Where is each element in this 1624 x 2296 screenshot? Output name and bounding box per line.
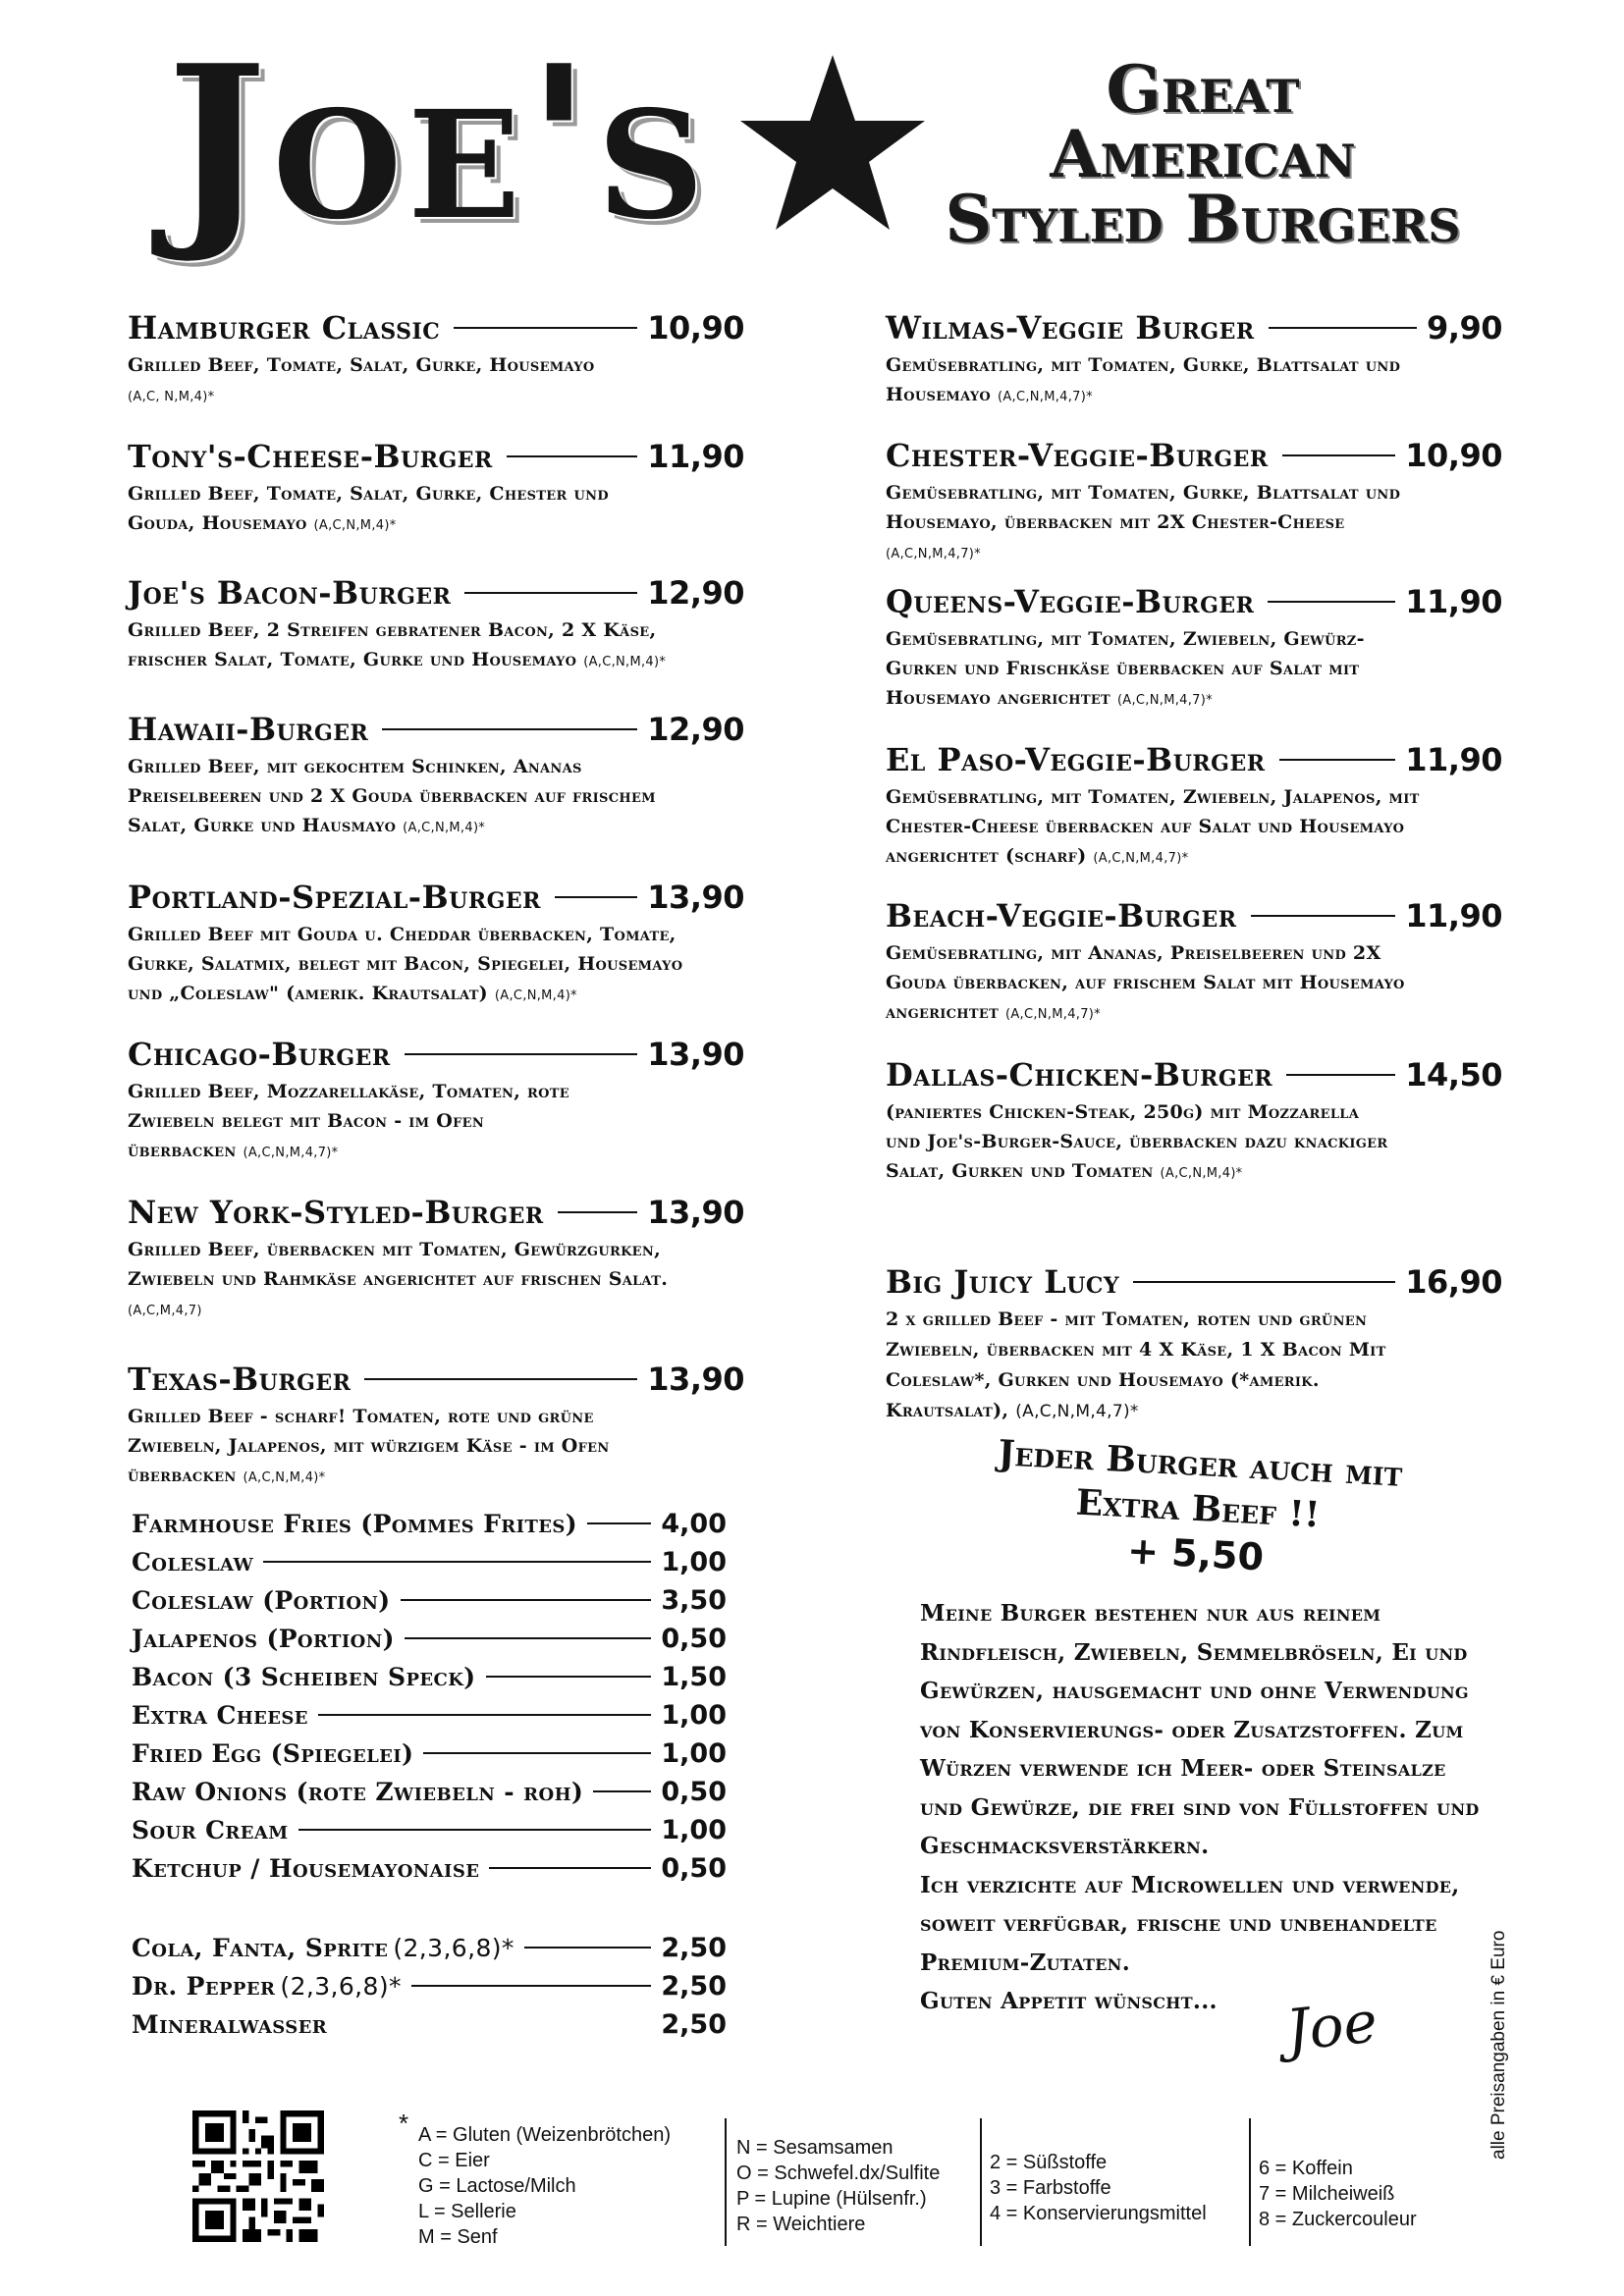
item-name: Big Juicy Lucy	[886, 1263, 1120, 1301]
extra-name: Ketchup / Housemayonaise	[132, 1853, 480, 1883]
item-allergens: (A,C,N,M,4)*	[583, 655, 667, 669]
leader-line	[364, 1378, 637, 1380]
item-allergens: (A,C,N,M,4,7)*	[1004, 1007, 1101, 1022]
drink-codes: (2,3,6,8)*	[280, 1971, 402, 2001]
leader-line	[411, 1985, 651, 1987]
extra-item	[132, 1622, 727, 1655]
extra-price: 1,00	[661, 1699, 727, 1731]
item-description: Grilled Beef, Mozzarellakäse, Tomaten, rote Zwiebeln belegt mit Bacon - im Ofen überbacken	[128, 1081, 569, 1161]
item-allergens: (A,C,N,M,4)*	[494, 988, 577, 1003]
item-allergens: (A,C,N,M,4,7)*	[1116, 693, 1213, 708]
promo-price: + 5,50	[1126, 1528, 1266, 1579]
legend-entry: C = Eier	[418, 2150, 490, 2171]
leader-line	[298, 1829, 652, 1831]
menu-item	[886, 435, 1502, 569]
leader-line	[454, 327, 637, 329]
legend-entry: O = Schwefel.dx/Sulfite	[736, 2163, 941, 2184]
item-name: New York-Styled-Burger	[128, 1194, 544, 1231]
item-price: 14,50	[1405, 1056, 1502, 1094]
item-name: Chicago-Burger	[128, 1036, 391, 1073]
item-name: Hamburger Classic	[128, 309, 441, 347]
menu-item	[886, 1261, 1502, 1427]
leader-line	[1279, 759, 1396, 761]
signature: Joe	[1282, 1988, 1380, 2064]
extra-item	[132, 1507, 727, 1540]
leader-line	[507, 455, 637, 457]
story-paragraph: Meine Burger bestehen nur aus reinem Rindfleisch, Zwiebeln, Semmelbröseln, Ei und Gewürzen, hausgemacht und ohne Verwendung von Konservierungs- oder Zusatzstoffen. Zum Würzen verwende ich Meer- oder Steinsalze und Gewürze, die frei sind von Füllstoffen und Geschmacksverstärkern.	[920, 1600, 1480, 1859]
menu-item	[128, 1192, 744, 1326]
drink-name: Mineralwasser	[132, 2009, 328, 2039]
item-price: 12,90	[647, 574, 744, 612]
item-description: Grilled Beef, überbacken mit Tomaten, Gewürzgurken, Zwiebeln und Rahmkäse angerichtet auf frischen Salat.	[128, 1239, 669, 1290]
menu-item	[886, 581, 1502, 716]
extra-item	[132, 1583, 727, 1617]
extra-item	[132, 1775, 727, 1808]
legend-column	[418, 2122, 671, 2250]
qr-code	[192, 2110, 324, 2242]
item-allergens: (A,C,N,M,4)*	[1160, 1166, 1243, 1181]
legend-entry: 6 = Koffein	[1259, 2158, 1353, 2179]
story-closing: Guten Appetit wünscht...	[920, 1988, 1218, 2014]
leader-line	[593, 1790, 651, 1792]
drink-price: 2,50	[661, 1970, 727, 2002]
item-price: 13,90	[647, 1194, 744, 1231]
item-description: Gemüsebratling, mit Ananas, Preiselbeeren und 2X Gouda überbacken, auf frischem Salat mit Housemayo angerichtet	[886, 942, 1405, 1023]
leader-line	[558, 1211, 638, 1213]
item-name: Portland-Spezial-Burger	[128, 879, 541, 916]
item-name: Beach-Veggie-Burger	[886, 897, 1237, 934]
extra-price: 1,00	[661, 1814, 727, 1845]
leader-line	[1251, 915, 1396, 917]
leader-line	[1282, 454, 1396, 456]
menu-item	[886, 895, 1502, 1030]
legend-entry: 2 = Süßstoffe	[990, 2152, 1108, 2173]
item-name: Hawaii-Burger	[128, 711, 369, 748]
item-description: Grilled Beef, Tomate, Salat, Gurke, Chester und Gouda, Housemayo	[128, 483, 609, 534]
item-description: Gemüsebratling, mit Tomaten, Zwiebeln, Jalapenos, mit Chester-Cheese überbacken auf Salat und Housemayo angerichtet (scharf)	[886, 786, 1420, 867]
extra-name: Farmhouse Fries (Pommes Frites)	[132, 1509, 578, 1538]
slogan	[874, 51, 1532, 257]
item-description: Grilled Beef, 2 Streifen gebratener Bacon, 2 X Käse, frischer Salat, Tomate, Gurke und Housemayo	[128, 619, 657, 670]
legend-divider	[725, 2118, 727, 2246]
item-description: (paniertes Chicken-Steak, 250g) mit Mozzarella und Joe's-Burger-Sauce, überbacken dazu knackiger Salat, Gurken und Tomaten	[886, 1101, 1388, 1182]
vat-note: alle Preisangaben in € Euro	[1489, 1930, 1509, 2160]
drink-price: 2,50	[661, 2008, 727, 2040]
legend-column	[736, 2135, 940, 2237]
item-price: 13,90	[647, 1036, 744, 1073]
item-description: Grilled Beef, Tomate, Salat, Gurke, Housemayo	[128, 354, 595, 376]
extra-price: 4,00	[661, 1508, 727, 1539]
extra-name: Bacon (3 Scheiben Speck)	[132, 1662, 476, 1691]
extra-item	[132, 1545, 727, 1578]
item-description: Grilled Beef, mit gekochtem Schinken, Ananas Preiselbeeren und 2 X Gouda überbacken auf frischem Salat, Gurke und Hausmayo	[128, 756, 656, 836]
item-allergens: (A,C,N,M,4,7)*	[1015, 1402, 1139, 1421]
menu-item	[128, 1034, 744, 1168]
extra-name: Raw Onions (rote Zwiebeln - roh)	[132, 1777, 584, 1806]
item-allergens: (A,C,N,M,4,7)*	[886, 547, 981, 561]
menu-item	[128, 572, 744, 677]
item-allergens: (A,C,N,M,4,7)*	[243, 1146, 339, 1160]
legend-column	[1259, 2156, 1417, 2232]
item-description: Gemüsebratling, mit Tomaten, Gurke, Blattsalat und Housemayo, überbacken mit 2X Chester-Cheese	[886, 482, 1401, 533]
item-allergens: (A,C,M,4,7)	[128, 1304, 202, 1318]
legend-entry: 7 = Milcheiweiß	[1259, 2183, 1395, 2205]
item-name: Wilmas-Veggie Burger	[886, 309, 1255, 347]
extra-item	[132, 1698, 727, 1732]
item-price: 11,90	[1405, 897, 1502, 934]
extra-name: Coleslaw (Portion)	[132, 1585, 391, 1615]
legend-divider	[1249, 2118, 1251, 2246]
promo-line: Extra Beef !!	[1074, 1481, 1322, 1536]
item-allergens: (A,C,N,M,4)*	[313, 518, 397, 533]
legend-entry: 4 = Konservierungsmittel	[990, 2203, 1207, 2224]
item-price: 12,90	[647, 711, 744, 748]
extra-name: Fried Egg (Spiegelei)	[132, 1738, 414, 1768]
item-name: Dallas-Chicken-Burger	[886, 1056, 1273, 1094]
leader-line	[405, 1053, 638, 1055]
extra-name: Jalapenos (Portion)	[132, 1624, 395, 1653]
item-description: Grilled Beef - scharf! Tomaten, rote und grüne Zwiebeln, Jalapenos, mit würzigem Käse - im Ofen überbacken	[128, 1406, 610, 1486]
extra-item	[132, 1851, 727, 1885]
slogan-line: Great	[1106, 51, 1300, 128]
leader-line	[587, 1522, 651, 1524]
drink-name: Dr. Pepper	[132, 1971, 276, 2001]
item-name: Chester-Veggie-Burger	[886, 437, 1269, 474]
leader-line	[318, 1714, 651, 1716]
item-name: Queens-Veggie-Burger	[886, 583, 1255, 620]
item-description: Gemüsebratling, mit Tomaten, Zwiebeln, Gewürz-Gurken und Frischkäse überbacken auf Salat mit Housemayo angerichtet	[886, 628, 1365, 709]
leader-line	[1269, 327, 1417, 329]
item-price: 10,90	[647, 309, 744, 347]
extra-price: 0,50	[661, 1623, 727, 1654]
slogan-line: American	[1050, 116, 1356, 192]
leader-line	[405, 1637, 652, 1639]
item-allergens: (A,C,N,M,4)*	[403, 821, 486, 835]
item-price: 11,90	[1405, 741, 1502, 778]
leader-line	[382, 728, 637, 730]
item-description: Grilled Beef mit Gouda u. Cheddar überbacken, Tomate, Gurke, Salatmix, belegt mit Bacon, Spiegelei, Housemayo und „Coleslaw" (amerik. Krautsalat)	[128, 924, 683, 1004]
leader-spacer	[337, 2023, 651, 2025]
menu-item	[886, 1054, 1502, 1189]
item-allergens: (A,C,N,M,4,7)*	[1093, 851, 1189, 866]
leader-line	[524, 1947, 652, 1949]
leader-line	[1133, 1281, 1395, 1283]
extra-price: 0,50	[661, 1852, 727, 1884]
legend-divider	[980, 2118, 982, 2246]
item-price: 11,90	[1405, 583, 1502, 620]
extra-price: 1,00	[661, 1737, 727, 1769]
legend-entry: A = Gluten (Weizenbrötchen)	[418, 2124, 671, 2146]
extra-price: 1,00	[661, 1546, 727, 1577]
drink-item	[132, 1969, 727, 2002]
leader-line	[401, 1599, 652, 1601]
extra-price: 3,50	[661, 1584, 727, 1616]
slogan-line: Styled Burgers	[945, 181, 1461, 257]
menu-item	[128, 709, 744, 843]
extra-name: Extra Cheese	[132, 1700, 308, 1730]
item-price: 11,90	[647, 438, 744, 475]
menu-item	[128, 877, 744, 1011]
legend-entry: P = Lupine (Hülsenfr.)	[736, 2188, 927, 2210]
item-price: 13,90	[647, 1361, 744, 1398]
item-description: 2 x grilled Beef - mit Tomaten, roten und grünen Zwiebeln, überbacken mit 4 X Käse, 1 X Bacon Mit Coleslaw*, Gurken und Housemayo (*amerik. Krautsalat),	[886, 1308, 1386, 1421]
leader-line	[1286, 1074, 1395, 1076]
extra-item	[132, 1813, 727, 1846]
leader-line	[423, 1752, 651, 1754]
legend-entry: M = Senf	[418, 2226, 498, 2248]
menu-item	[128, 1359, 744, 1493]
item-price: 16,90	[1405, 1263, 1502, 1301]
extra-name: Sour Cream	[132, 1815, 289, 1844]
leader-line	[489, 1867, 651, 1869]
leader-line	[1268, 601, 1395, 603]
story-paragraph: Ich verzichte auf Microwellen und verwende, soweit verfügbar, frische und unbehandelte Premium-Zutaten.	[920, 1871, 1460, 1976]
drink-item	[132, 2007, 727, 2041]
leader-line	[555, 896, 637, 898]
drink-codes: (2,3,6,8)*	[393, 1933, 514, 1962]
menu-item	[886, 307, 1502, 412]
menu-item	[128, 307, 744, 412]
leader-line	[486, 1676, 652, 1678]
legend-column	[990, 2150, 1207, 2226]
legend-entry: R = Weichtiere	[736, 2214, 866, 2235]
item-allergens: (A,C, N,M,4)*	[128, 390, 215, 404]
extra-price: 1,50	[661, 1661, 727, 1692]
item-name: Joe's Bacon-Burger	[128, 574, 452, 612]
legend-entry: 8 = Zuckercouleur	[1259, 2209, 1417, 2230]
leader-line	[464, 592, 637, 594]
legend-entry: L = Sellerie	[418, 2201, 516, 2222]
legend-entry: N = Sesamsamen	[736, 2137, 893, 2159]
item-description: Gemüsebratling, mit Tomaten, Gurke, Blattsalat und Housemayo	[886, 354, 1401, 405]
drink-name: Cola, Fanta, Sprite	[132, 1933, 389, 1962]
item-name: Tony's-Cheese-Burger	[128, 438, 493, 475]
promo-line: Jeder Burger auch mit	[997, 1432, 1404, 1495]
legend-entry: G = Lactose/Milch	[418, 2175, 576, 2197]
owner-story	[920, 1594, 1489, 2021]
item-allergens: (A,C,N,M,4)*	[243, 1470, 326, 1485]
extra-item	[132, 1736, 727, 1770]
item-name: El Paso-Veggie-Burger	[886, 741, 1266, 778]
extra-price: 0,50	[661, 1776, 727, 1807]
leader-line	[263, 1561, 651, 1563]
extra-beef-promo	[940, 1427, 1457, 1589]
legend-star: *	[399, 2109, 409, 2138]
drink-price: 2,50	[661, 1932, 727, 1963]
item-price: 9,90	[1427, 309, 1502, 347]
menu-item	[886, 739, 1502, 874]
extra-name: Coleslaw	[132, 1547, 254, 1576]
item-allergens: (A,C,N,M,4,7)*	[997, 390, 1093, 404]
menu-item	[128, 436, 744, 541]
drink-item	[132, 1931, 727, 1964]
item-price: 13,90	[647, 879, 744, 916]
logo: Joe's	[167, 19, 711, 267]
item-price: 10,90	[1405, 437, 1502, 474]
legend-entry: 3 = Farbstoffe	[990, 2177, 1111, 2199]
extra-item	[132, 1660, 727, 1693]
item-name: Texas-Burger	[128, 1361, 352, 1398]
